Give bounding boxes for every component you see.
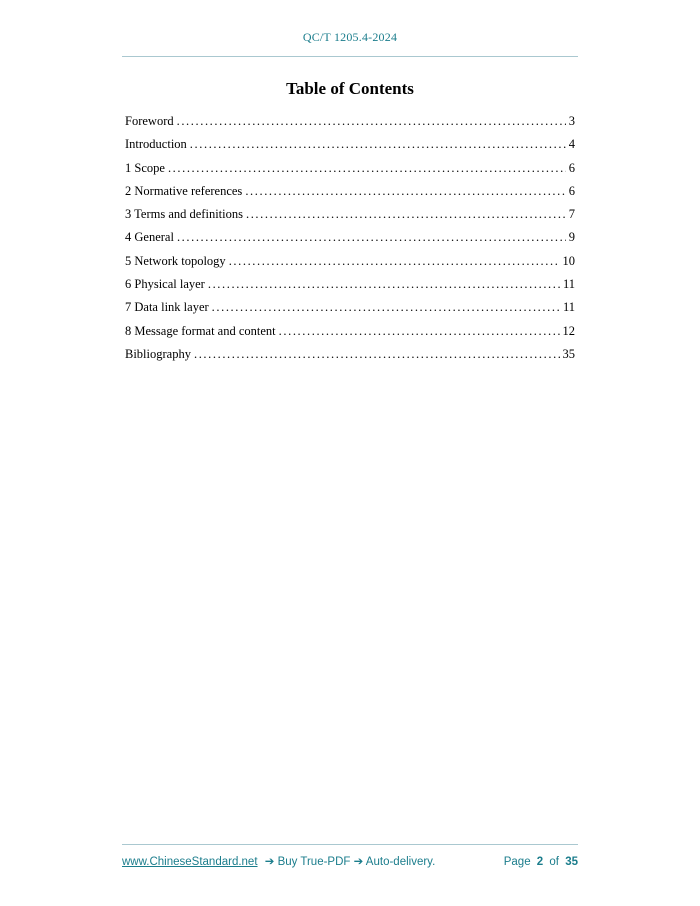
toc-entry-label: Foreword (125, 114, 174, 128)
toc-entry[interactable] (125, 230, 575, 253)
toc-entry[interactable] (125, 207, 575, 230)
toc-dot-leader (177, 114, 566, 129)
toc-entry-page: 11 (562, 277, 575, 292)
toc-entry-label: 2 Normative references (125, 183, 243, 198)
toc-entry[interactable] (125, 347, 575, 370)
footer-tagline-text: ➔ Buy True-PDF ➔ Auto-delivery. (264, 856, 436, 868)
toc-entry-label: 8 Message format and content (125, 323, 276, 338)
toc-entry[interactable] (125, 184, 575, 207)
toc-entry-page: 12 (562, 323, 575, 338)
toc-entry-label: 1 Scope (125, 160, 165, 175)
toc-entry-label: 7 Data link layer (125, 300, 209, 315)
toc-entry-page: 6 (568, 160, 575, 175)
footer-page-total: 35 (565, 856, 578, 868)
footer-page-indicator (504, 856, 578, 868)
toc-entry-page: 35 (562, 346, 575, 361)
page-title: Table of Contents (286, 79, 414, 98)
toc-entry[interactable] (125, 161, 575, 184)
toc-entry[interactable] (125, 300, 575, 323)
toc-entry[interactable] (125, 114, 575, 137)
toc-entry-page: 3 (568, 114, 575, 128)
toc-entry-label: 4 General (125, 230, 174, 245)
footer-site-link[interactable]: www.ChineseStandard.net (122, 856, 258, 868)
toc-entry-page: 7 (568, 207, 575, 222)
toc-entry-label: 6 Physical layer (125, 277, 205, 292)
toc-dot-leader (245, 184, 565, 199)
toc-entry-page: 11 (562, 300, 575, 315)
toc-entry-label: 5 Network topology (125, 253, 226, 268)
toc-dot-leader (208, 277, 560, 292)
header-divider (122, 56, 578, 57)
toc-entry[interactable] (125, 254, 575, 277)
toc-entry-page: 9 (568, 230, 575, 245)
table-of-contents (125, 114, 575, 370)
toc-entry-label: 3 Terms and definitions (125, 207, 243, 222)
footer-of-label: of (549, 856, 559, 868)
toc-dot-leader (212, 300, 560, 315)
toc-entry-label: Bibliography (125, 346, 191, 361)
toc-dot-leader (194, 347, 560, 362)
footer-page-current: 2 (536, 856, 544, 868)
toc-entry-page: 6 (568, 183, 575, 198)
toc-entry[interactable] (125, 324, 575, 347)
toc-dot-leader (279, 324, 560, 339)
toc-dot-leader (190, 137, 566, 152)
toc-entry-page: 4 (568, 137, 575, 152)
page-footer (122, 844, 578, 868)
toc-entry[interactable] (125, 137, 575, 160)
toc-dot-leader (229, 254, 560, 269)
footer-tagline (122, 854, 435, 868)
toc-dot-leader (177, 230, 566, 245)
toc-entry[interactable] (125, 277, 575, 300)
toc-entry-label: Introduction (125, 137, 187, 152)
toc-dot-leader (168, 161, 566, 176)
toc-dot-leader (246, 207, 566, 222)
page-header (0, 0, 700, 45)
header-doc-number: QC/T 1205.4-2024 (302, 30, 398, 44)
footer-page-label: Page (503, 856, 531, 868)
toc-entry-page: 10 (562, 253, 575, 268)
